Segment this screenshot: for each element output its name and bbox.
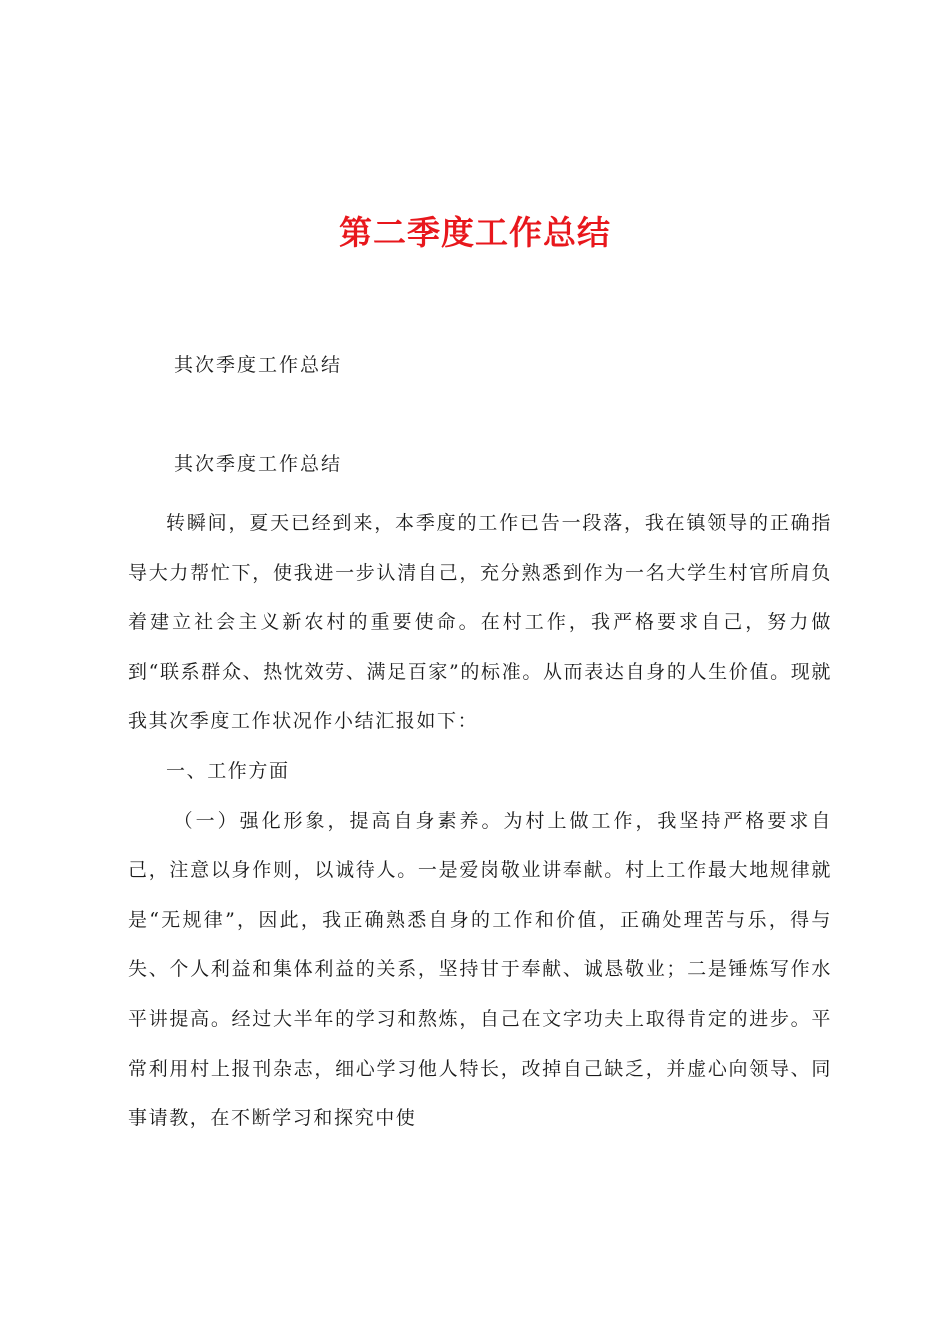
subtitle-line: 其次季度工作总结 <box>174 354 343 376</box>
body-paragraph: 转瞬间，夏天已经到来，本季度的工作已告一段落，我在镇领导的正确指导大力帮忙下，使我进一步认清自己，充分熟悉到作为一名大学生村官所肩负着建立社会主义新农村的重要使命。在村工作，我严格要求自己，努力做到“联系群众、热忱效劳、满足百家”的标准。从而表达自身的人生价值。现就我其次季度工作状况作小结汇报如下： <box>128 512 832 733</box>
document-body <box>128 499 832 1144</box>
subtitle-line: 其次季度工作总结 <box>174 453 343 475</box>
section-heading: 一、工作方面 <box>166 759 290 782</box>
document-title: 第二季度工作总结 <box>339 213 611 252</box>
body-paragraph: （一）强化形象，提高自身素养。为村上做工作，我坚持严格要求自己，注意以身作则，以诚待人。一是爱岗敬业讲奉献。村上工作最大地规律就是“无规律”，因此，我正确熟悉自身的工作和价值，正确处理苦与乐，得与失、个人利益和集体利益的关系，坚持甘于奉献、诚恳敬业；二是锤炼写作水平讲提高。经过大半年的学习和熬炼，自己在文字功夫上取得肯定的进步。平常利用村上报刊杂志，细心学习他人特长，改掉自己缺乏，并虚心向领导、同事请教，在不断学习和探究中使 <box>128 809 832 1130</box>
